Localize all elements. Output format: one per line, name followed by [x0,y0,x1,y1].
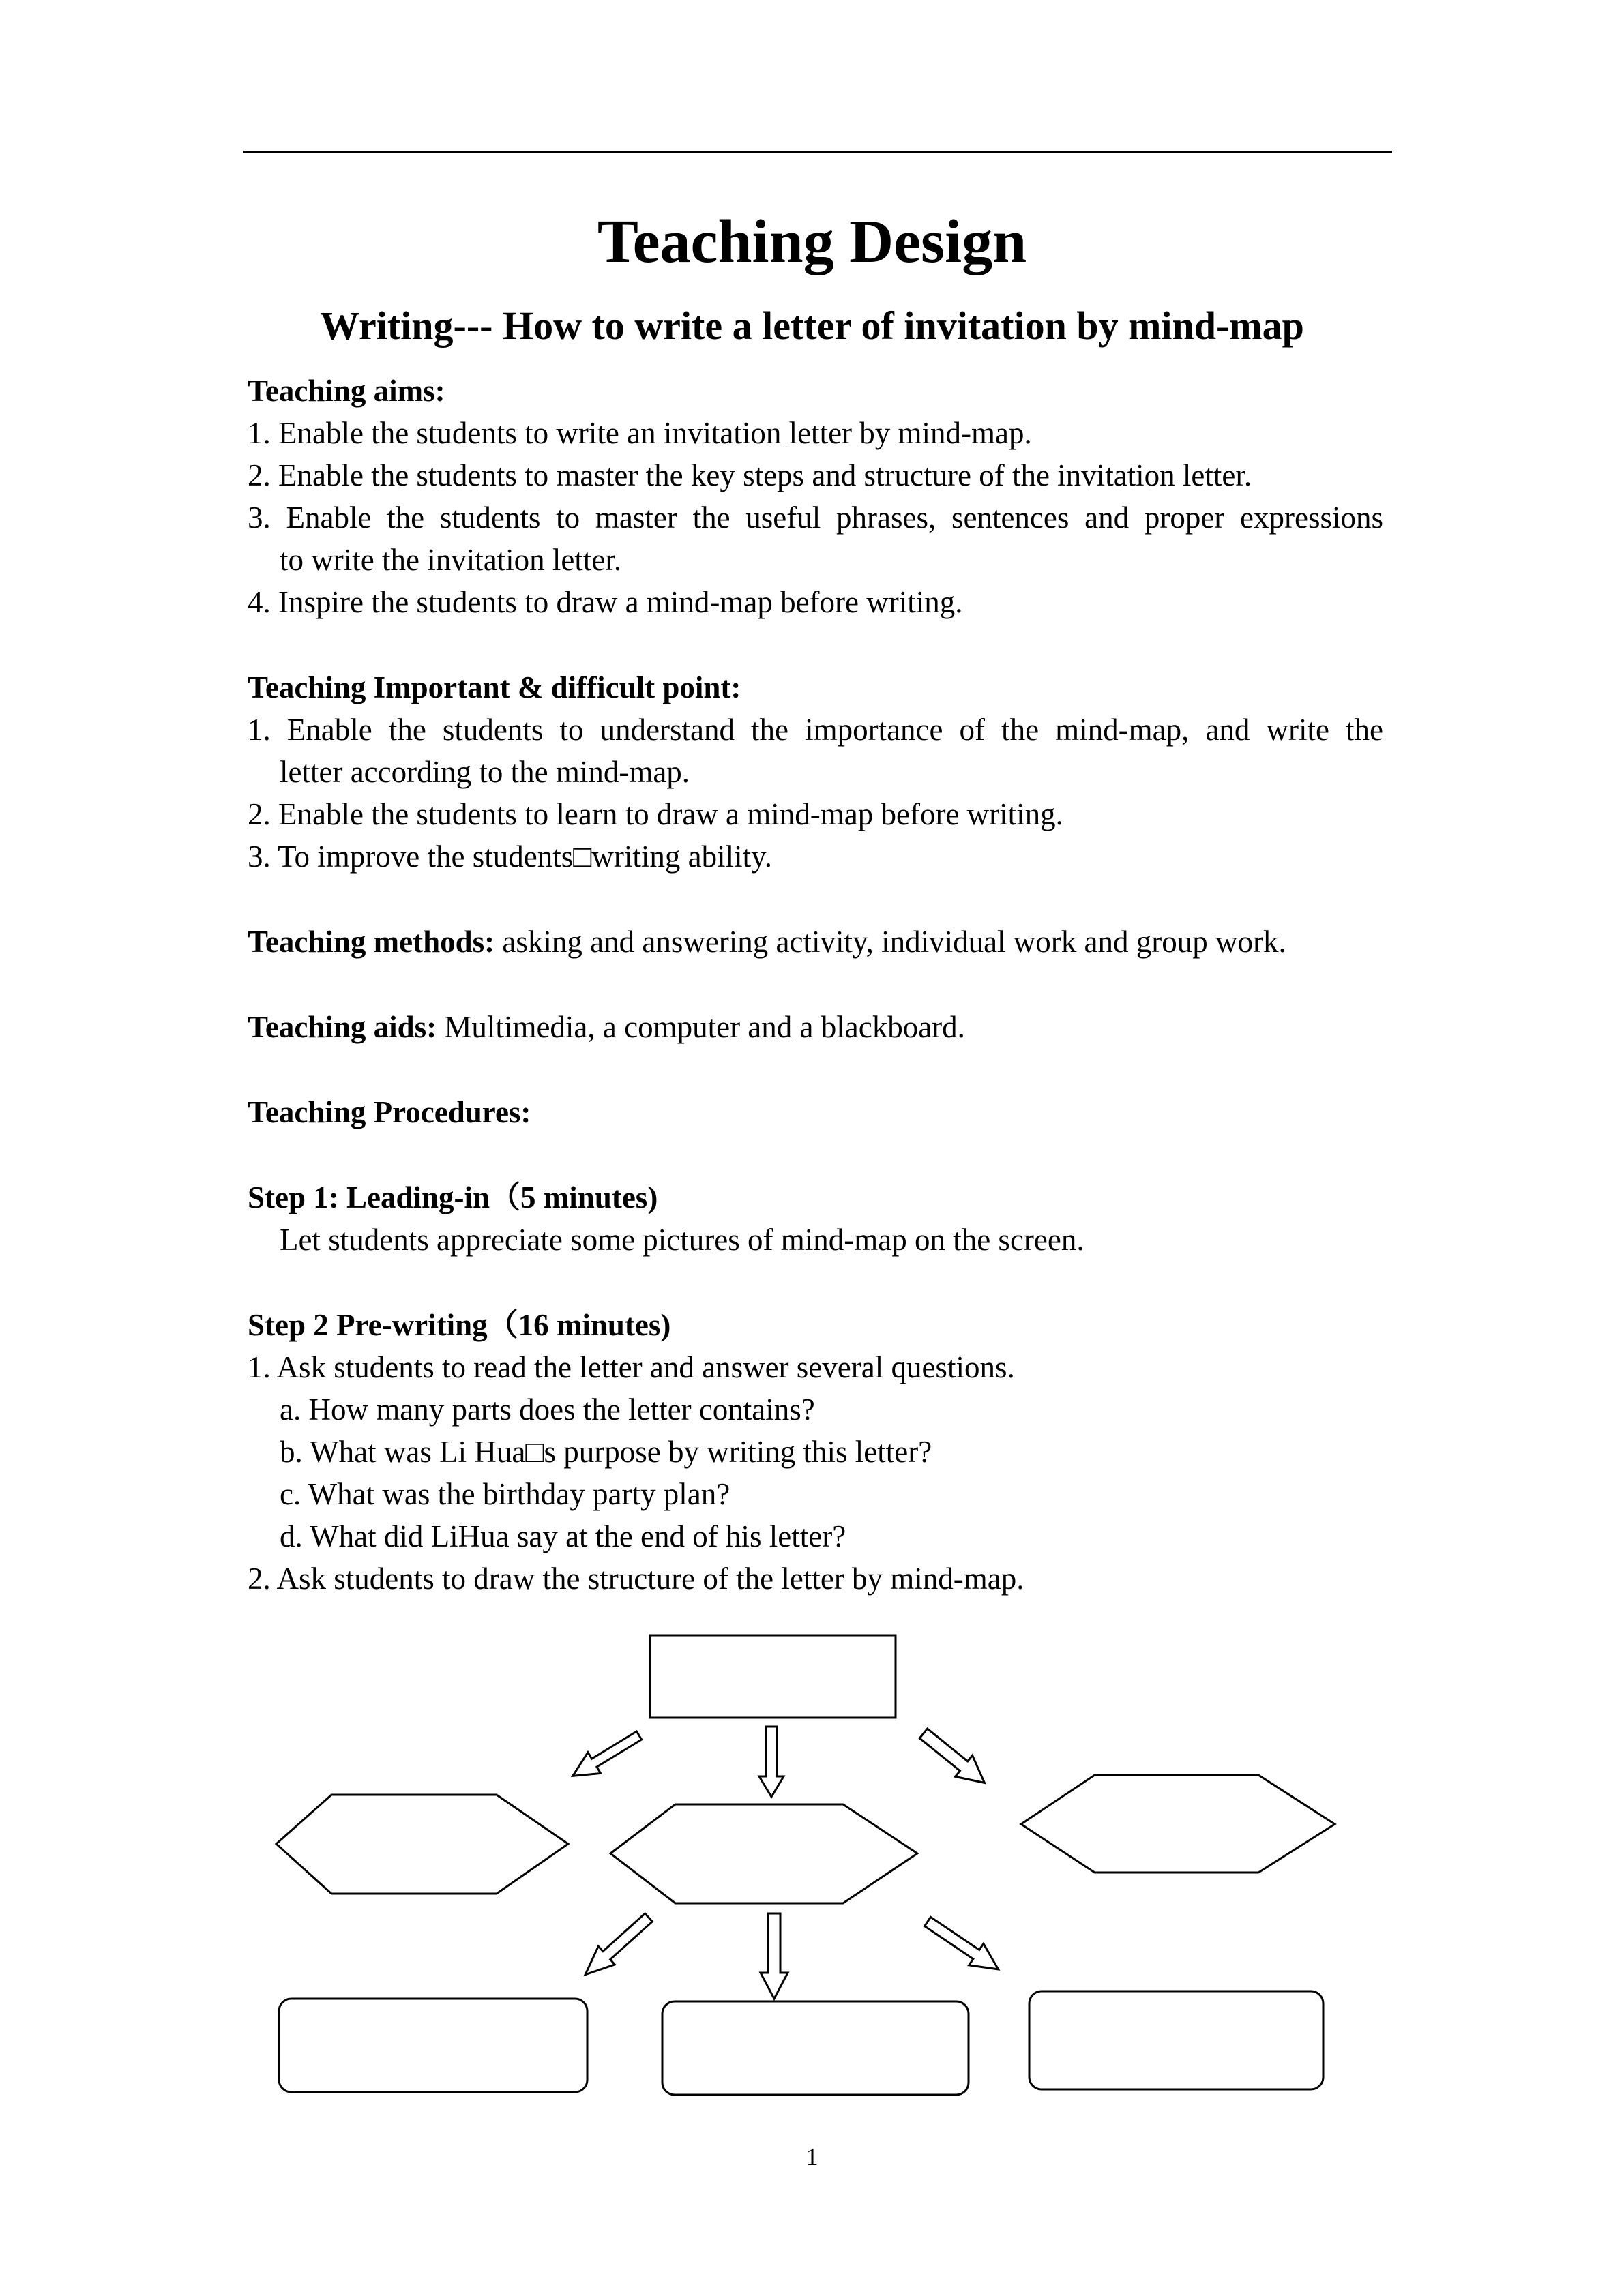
mind-map-box-left [279,1999,587,2092]
arrow-icon [577,1909,657,1984]
methods-text: asking and answering activity, individual work and group work. [494,925,1286,959]
arrow-icon [566,1725,645,1787]
points-item: 2. Enable the students to learn to draw a mind-map before writing. [248,797,1063,831]
aids-label: Teaching aids: [248,1010,437,1044]
mind-map-hexagon-right [1021,1775,1335,1873]
page-title: Teaching Design [597,208,1027,275]
step2-question: b. What was Li Hua□s purpose by writing this letter? [280,1435,932,1469]
aims-item-continuation: to write the invitation letter. [280,543,622,577]
aims-item: 3. Enable the students to master the useful phrases, sentences and proper expressions [248,501,1383,535]
step2-heading: Step 2 Pre-writing（16 minutes) [248,1308,671,1342]
points-item-continuation: letter according to the mind-map. [280,755,690,789]
page-number: 1 [806,2143,818,2171]
procedures-heading: Teaching Procedures: [248,1095,531,1129]
arrow-icon [759,1727,784,1797]
aims-item: 1. Enable the students to write an invitation letter by mind-map. [248,416,1032,450]
aims-item: 4. Inspire the students to draw a mind-map before writing. [248,585,963,619]
mind-map-top-box [650,1635,896,1718]
page-subtitle: Writing--- How to write a letter of invitation by mind-map [320,303,1304,348]
mind-map-box-center [662,2001,969,2095]
mind-map-hexagon-left [276,1795,568,1894]
step2-question: d. What did LiHua say at the end of his letter? [280,1519,846,1553]
aims-heading: Teaching aims: [248,374,445,408]
step2-question: c. What was the birthday party plan? [280,1477,730,1511]
step1-text: Let students appreciate some pictures of mind-map on the screen. [280,1223,1084,1257]
step1-heading: Step 1: Leading-in（5 minutes) [248,1180,658,1214]
points-heading: Teaching Important & difficult point: [248,670,741,704]
arrow-icon [915,1723,993,1793]
mind-map-hexagon-center [610,1804,917,1903]
aims-item: 2. Enable the students to master the key steps and structure of the invitation letter. [248,458,1252,492]
arrow-icon [920,1911,1005,1980]
methods-label: Teaching methods: [248,925,495,959]
points-item: 1. Enable the students to understand the importance of the mind-map, and write the [248,713,1383,747]
step2-item: 2. Ask students to draw the structure of the letter by mind-map. [248,1562,1024,1596]
aids-text: Multimedia, a computer and a blackboard. [437,1010,965,1044]
step2-item: 1. Ask students to read the letter and answer several questions. [248,1350,1015,1384]
points-item: 3. To improve the students□writing ability. [248,839,772,874]
mind-map-box-right [1029,1991,1323,2089]
step2-question: a. How many parts does the letter contains? [280,1392,815,1427]
arrow-icon [761,1913,788,1999]
